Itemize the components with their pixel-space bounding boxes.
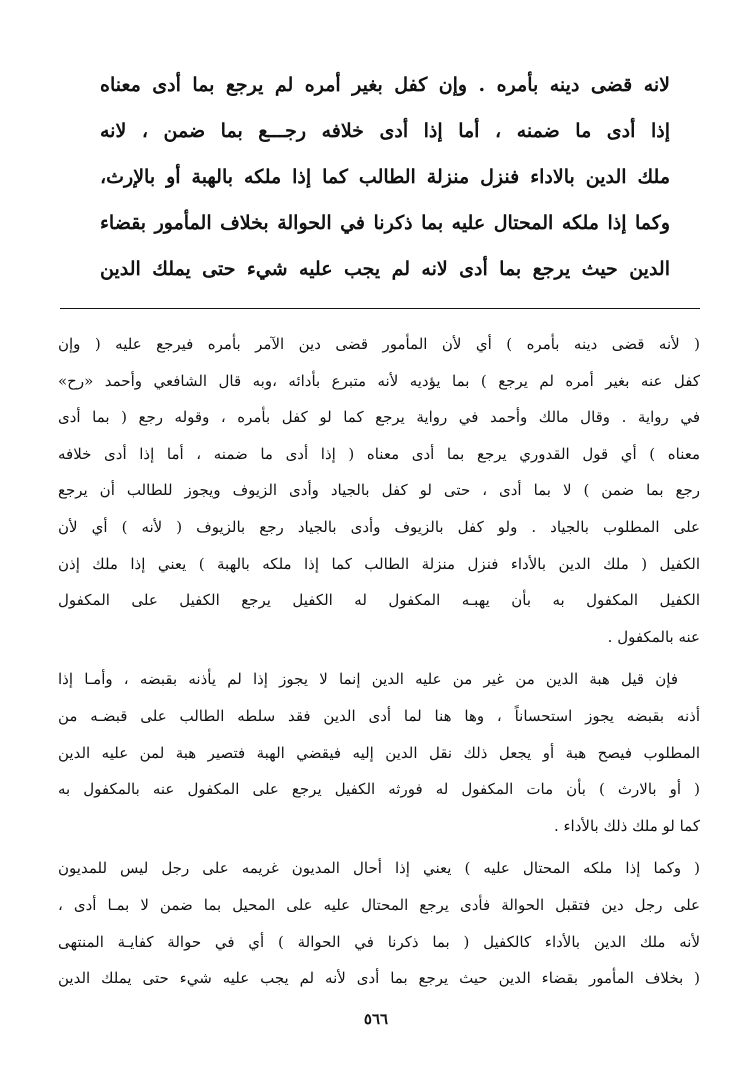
commentary-line: عنه بالمكفول . [607,627,700,646]
commentary-line: كفل عنه بغير أمره لم يرجع ) بما يؤديه لأنه متبرع بأدائه ،وبه قال الشافعي وأحمد «رح» [58,371,700,390]
commentary-line: فإن قيل هبة الدين من غير من عليه الدين إنما لا يجوز إذا لم يأذنه بقبضه ، وأمـا إذا [58,670,678,689]
main-text-line: لانه قضى دينه بأمره . وإن كفل بغير أمره لم يرجع بما أدى معناه [100,74,670,96]
commentary-paragraph [58,326,700,655]
commentary-line: على المطلوب بالجياد . ولو كفل بالزيوف وأدى بالجياد رجع بالزيوف ( لأنه ) أي لأن [58,517,700,536]
main-text-line: إذا أدى ما ضمنه ، أما إذا أدى خلافه رجـــع بما ضمن ، لانه [100,120,670,142]
main-text-line: وكما إذا ملكه المحتال عليه بما ذكرنا في الحوالة بخلاف المأمور بقضاء [100,212,670,234]
commentary-line: لأنه ملك الدين بالأداء كالكفيل ( بما ذكرنا في الحوالة ) أي في حوالة كفايـة المنتهى [58,932,700,951]
page-number: ٥٦٦ [363,1010,389,1028]
commentary-line: ( وكما إذا ملكه المحتال عليه ) يعني إذا أحال المديون غريمه على رجل ليس للمديون [58,859,700,878]
section-divider [60,308,700,309]
commentary-line: الكفيل ( ملك الدين بالأداء فنزل منزلة الطالب كما إذا ملكه بالهبة ) يعني إذا ملك إذن [58,554,700,573]
commentary-paragraph [58,661,700,844]
commentary-line: أذنه بقبضه يجوز استحساناً ، وها هنا لما أدى الدين فقد سلطه الطالب على قبضـه من [58,706,700,725]
commentary-line: ( بخلاف المأمور بقضاء الدين حيث يرجع بما أدى لأنه لم يجب عليه شيء حتى يملك الدين [58,969,700,988]
commentary-line: معناه ) أي قول القدوري يرجع بما أدى معناه ( إذا أدى ما ضمنه ، أما إذا أدى خلافه [58,444,700,463]
commentary-line: كما لو ملك ذلك بالأداء . [553,816,700,835]
commentary-line: على رجل دين فتقبل الحوالة فأدى يرجع المحتال عليه على المحيل بما ضمن لا بمـا أدى ، [58,895,700,914]
commentary-line: ( لأنه قضى دينه بأمره ) أي لأن المأمور قضى دين الآمر بأمره فيرجع عليه ( وإن [58,335,700,353]
commentary-line: الكفيل المكفول به بأن يهبـه المكفول له الكفيل يرجع الكفيل على المكفول [58,591,700,610]
main-text-line: ملك الدين بالاداء فنزل منزلة الطالب كما إذا ملكه بالهبة أو بالإرث، [100,166,670,188]
commentary-line: رجع بما ضمن ) لا بما أدى ، حتى لو كفل بالجياد وأدى الزيوف ويجوز للطالب أن يرجع [58,481,700,500]
commentary-block [58,326,700,997]
main-text-block [100,62,670,292]
commentary-line: ( أو بالارث ) بأن مات المكفول له فورثه الكفيل يرجع على المكفول عنه بالمكفول به [58,780,700,799]
commentary-line: في رواية . وقال مالك وأحمد في رواية يرجع كما لو كفل بأمره ، وقوله رجع ( بما أدى [58,408,700,427]
main-text-line: الدين حيث يرجع بما أدى لانه لم يجب عليه شيء حتى يملك الدين [100,258,670,280]
commentary-paragraph [58,850,700,996]
commentary-line: المطلوب فيصح هبة أو يجعل ذلك نقل الدين إليه فيقضي الهبة فتصير هبة لمن عليه الدين [58,743,700,762]
